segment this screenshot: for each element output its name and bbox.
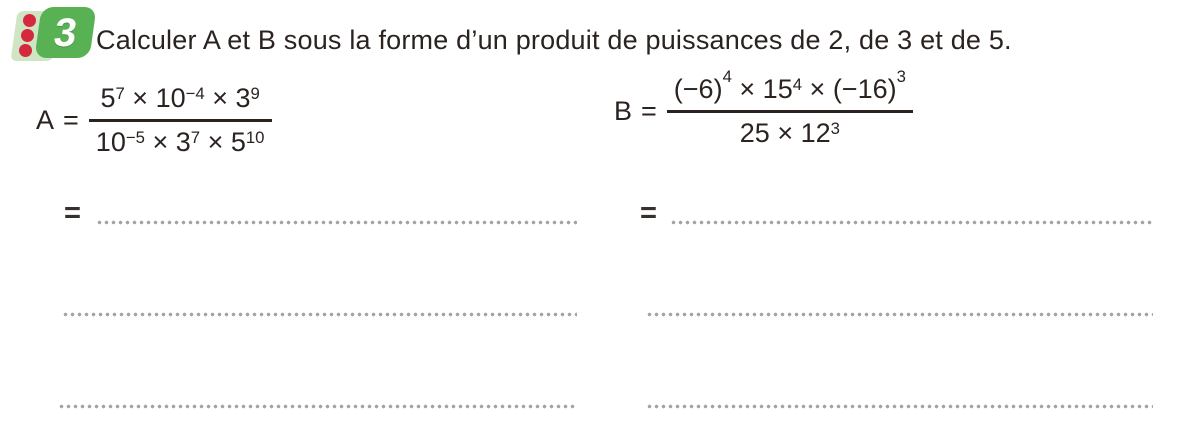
formula-b-equals: = [641,96,657,127]
term: 15 [762,74,793,104]
red-dot-icon [23,14,36,27]
exponent: −4 [185,83,205,103]
exponent: 4 [722,67,732,87]
term: (−16) [832,74,897,104]
formula-a-equals: = [63,105,79,136]
answer-line-a-3[interactable] [58,403,577,410]
exponent: 10 [245,128,265,148]
term: 5 [230,127,246,158]
term: 25 × 12 [739,118,831,149]
formula-b [614,67,913,149]
exponent: 9 [250,83,260,103]
exercise-number-box [34,7,96,58]
formula-a-fraction [89,83,272,158]
times-operator: × [124,83,156,113]
formula-a-denominator [89,122,272,158]
term: 10 [155,83,186,113]
term: 3 [175,127,191,158]
times-operator: × [204,83,236,113]
answer-line-b-3[interactable] [646,403,1153,410]
times-operator: × [802,74,833,104]
term: 10 [95,127,126,158]
answer-line-a-1[interactable] [96,219,577,226]
exponent: 4 [792,74,803,94]
red-dot-icon [21,29,34,42]
red-dot-icon [19,44,32,57]
exercise-badge [0,0,100,70]
exponent: −5 [125,128,145,148]
exercise-instruction: Calculer A et B sous la forme d’un produit de puissances de 2, de 3 et de 5. [96,25,1012,55]
term: 3 [235,83,251,113]
formula-b-fraction [667,67,913,149]
exponent: 3 [830,119,840,139]
term: 5 [100,83,116,113]
formula-a-numerator [89,83,272,122]
times-operator: × [731,74,763,104]
term: (−6) [673,74,723,104]
exercise-number: 3 [51,10,80,55]
formula-b-numerator [667,67,913,113]
formula-b-denominator [667,113,913,149]
answer-line-b-2[interactable] [646,311,1153,318]
answer-b-equals: = [640,197,657,229]
exponent: 7 [190,128,201,148]
answer-line-a-2[interactable] [62,311,577,318]
formula-a-label: A [36,105,55,136]
exponent: 3 [896,67,906,87]
formula-a [36,83,272,158]
times-operator: × [144,127,176,158]
exponent: 7 [115,83,125,103]
answer-line-b-1[interactable] [670,219,1153,226]
answer-a-equals: = [64,197,81,229]
times-operator: × [200,127,231,158]
formula-b-label: B [614,96,633,127]
